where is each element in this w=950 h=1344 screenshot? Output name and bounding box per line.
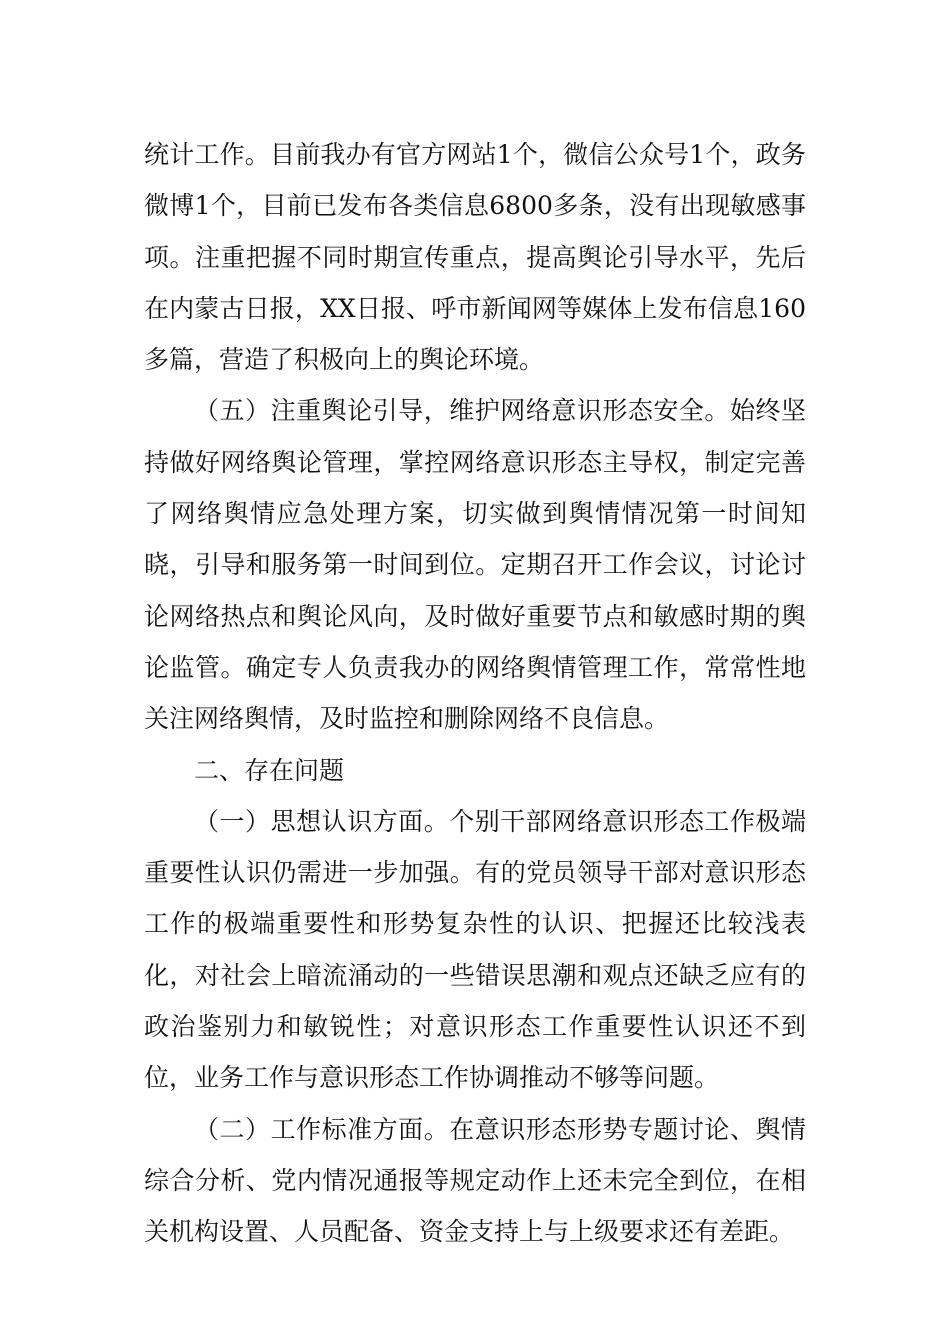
section-heading-problems: 二、存在问题 (194, 755, 345, 785)
paragraph-section-5: （五）注重舆论引导，维护网络意识形态安全。始终坚持做好网络舆论管理，掌控网络意识形态主导权，制定完善了网络舆情应急处理方案，切实做到舆情情况第一时间知晓，引导和服务第一时间到位。定期召开工作会议，讨论讨论网络热点和舆论风向，及时做好重要节点和敏感时期的舆论监管。确定专人负责我办的网络舆情管理工作，常常性地关注网络舆情，及时监控和删除网络不良信息。 (144, 396, 806, 734)
paragraph-problem-1: （一）思想认识方面。个别干部网络意识形态工作极端重要性认识仍需进一步加强。有的党员领导干部对意识形态工作的极端重要性和形势复杂性的认识、把握还比较浅表化，对社会上暗流涌动的一些错误思潮和观点还缺乏应有的政治鉴别力和敏锐性；对意识形态工作重要性认识还不到位，业务工作与意识形态工作协调推动不够等问题。 (144, 806, 806, 1093)
paragraph-problem-2: （二）工作标准方面。在意识形态形势专题讨论、舆情综合分析、党内情况通报等规定动作上还未完全到位，在相关机构设置、人员配备、资金支持上与上级要求还有差距。 (144, 1114, 806, 1247)
document-body (144, 129, 806, 1258)
paragraph-continuation: 统计工作。目前我办有官方网站1个，微信公众号1个，政务微博1个，目前已发布各类信息6800多条，没有出现敏感事项。注重把握不同时期宣传重点，提高舆论引导水平，先后在内蒙古日报，XX日报、呼市新闻网等媒体上发布信息160多篇，营造了积极向上的舆论环境。 (144, 140, 806, 375)
